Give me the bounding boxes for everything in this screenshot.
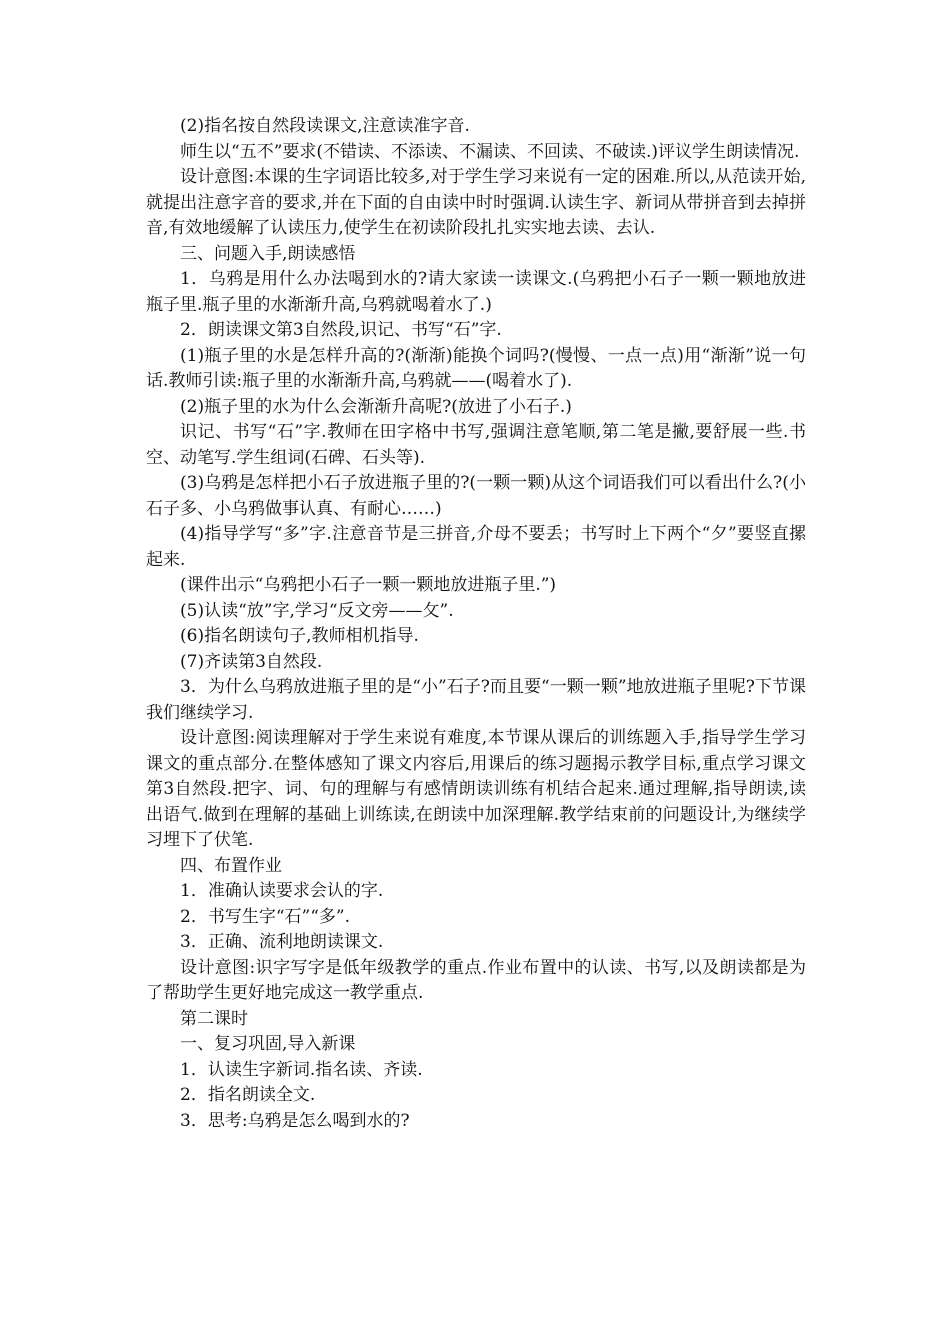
design-intent-2: 设计意图:阅读理解对于学生来说有难度,本节课从课后的训练题入手,指导学生学习课文的重点部分.在整体感知了课文内容后,用课后的练习题揭示教学目标,重点学习课文第3自然段.把字、词、句的理解与有感情朗读训练有机结合起来.通过理解,指导朗读,读出语气.做到在理解的基础上训练读,在朗读中加深理解.教学结束前的问题设计,为继续学习埋下了伏笔.	[146, 728, 806, 850]
section-heading-1b: 一、复习巩固,导入新课	[180, 1034, 356, 1054]
document-body	[146, 114, 806, 1134]
design-intent-3: 设计意图:识字写字是低年级教学的重点.作业布置中的认读、书写,以及朗读都是为了帮助学生更好地完成这一教学重点.	[146, 957, 806, 1003]
paragraph-8: (2)瓶子里的水为什么会渐渐升高呢?(放进了小石子.)	[180, 396, 572, 417]
section-heading-3: 三、问题入手,朗读感悟	[180, 243, 356, 264]
paragraph-10: (3)乌鸦是怎样把小石子放进瓶子里的?(一颗一颗)从这个词语我们可以看出什么?(小石子多、小乌鸦做事认真、有耐心……)	[146, 473, 806, 519]
paragraph-9: 识记、书写“石”字.教师在田字格中书写,强调注意笔顺,第二笔是撇,要舒展一些.书空、动笔写.学生组词(石碑、石头等).	[146, 422, 806, 468]
paragraph-14: (6)指名朗读句子,教师相机指导.	[180, 626, 419, 646]
paragraph-16: 3．为什么乌鸦放进瓶子里的是“小”石子?而且要“一颗一颗”地放进瓶子里呢?下节课我们继续学习.	[146, 677, 806, 723]
paragraph-11: (4)指导学写“多”字.注意音节是三拼音,介母不要丢；书写时上下两个“夕”要竖直摞起来.	[146, 524, 806, 570]
review-item-3: 3．思考:乌鸦是怎么喝到水的?	[180, 1110, 410, 1131]
lesson-heading-2: 第二课时	[180, 1008, 248, 1029]
homework-item-1: 1．准确认读要求会认的字.	[180, 881, 384, 901]
paragraph-12: (课件出示“乌鸦把小石子一颗一颗地放进瓶子里.”)	[180, 575, 557, 595]
review-item-1: 1．认读生字新词.指名读、齐读.	[180, 1059, 423, 1080]
section-heading-4: 四、布置作业	[180, 855, 282, 876]
paragraph-13: (5)认读“放”字,学习“反文旁——攵”.	[180, 600, 454, 621]
paragraph-15: (7)齐读第3自然段.	[180, 651, 323, 672]
homework-item-2: 2．书写生字“石”“多”.	[180, 906, 350, 927]
design-intent-1: 设计意图:本课的生字词语比较多,对于学生学习来说有一定的困难.所以,从范读开始,就提出注意字音的要求,并在下面的自由读中时时强调.认读生字、新词从带拼音到去掉拼音,有效地缓解了认读压力,使学生在初读阶段扎扎实实地去读、去认.	[146, 167, 806, 238]
paragraph-2: 师生以“五不”要求(不错读、不添读、不漏读、不回读、不破读.)评议学生朗读情况.	[180, 141, 800, 162]
paragraph-7: (1)瓶子里的水是怎样升高的?(渐渐)能换个词吗?(慢慢、一点一点)用“渐渐”说一句话.教师引读:瓶子里的水渐渐升高,乌鸦就——(喝着水了).	[146, 345, 807, 391]
review-item-2: 2．指名朗读全文.	[180, 1085, 316, 1105]
homework-item-3: 3．正确、流利地朗读课文.	[180, 932, 384, 952]
paragraph-5: 1．乌鸦是用什么办法喝到水的?请大家读一读课文.(乌鸦把小石子一颗一颗地放进瓶子里.瓶子里的水渐渐升高,乌鸦就喝着水了.)	[146, 269, 806, 315]
paragraph-6: 2．朗读课文第3自然段,识记、书写“石”字.	[180, 320, 502, 340]
paragraph-1: (2)指名按自然段读课文,注意读准字音.	[180, 116, 470, 136]
